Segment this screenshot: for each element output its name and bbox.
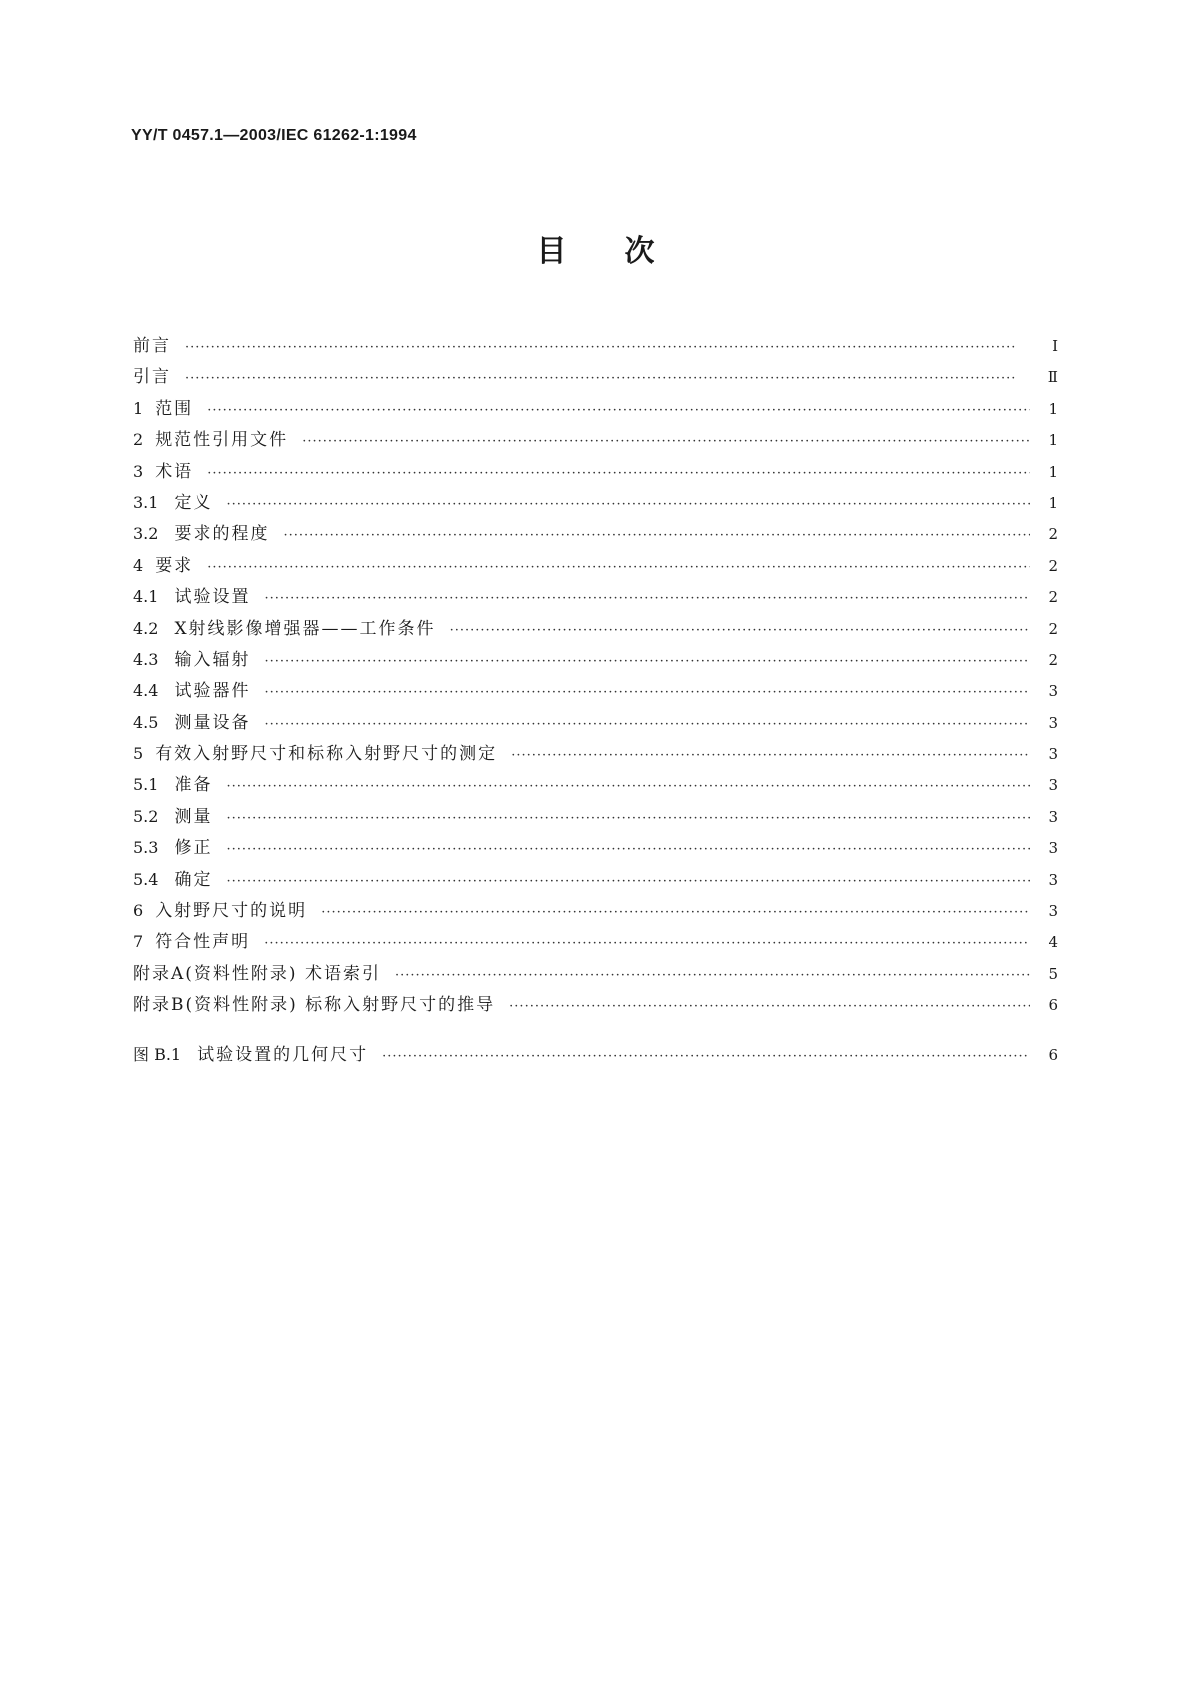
- toc-entry-page: 2: [1048, 619, 1058, 638]
- figure-entry[interactable]: [133, 1040, 1058, 1071]
- toc-entry[interactable]: [133, 676, 1058, 707]
- toc-entry-number: 5.2: [133, 806, 159, 826]
- toc-entry-page: 6: [1048, 996, 1058, 1015]
- toc-entry[interactable]: [133, 739, 1058, 770]
- toc-entry[interactable]: [133, 896, 1058, 927]
- toc-entry-label: 有效入射野尺寸和标称入射野尺寸的测定: [155, 744, 498, 765]
- toc-entry-label: X射线影像增强器——工作条件: [174, 618, 436, 639]
- toc-entry-label: 引言: [133, 367, 171, 388]
- toc-leader: [450, 623, 1030, 638]
- toc-entry-label: 定义: [174, 492, 213, 513]
- figure-entry-page: 6: [1048, 1045, 1058, 1064]
- toc-entry-page: 3: [1048, 902, 1058, 921]
- toc-entry-page: 1: [1048, 399, 1058, 418]
- toc-leader: [283, 528, 1030, 543]
- toc-entry[interactable]: [133, 519, 1058, 550]
- toc-entry-label: 附录A(资料性附录) 术语索引: [133, 963, 381, 984]
- toc-entry-label: 前言: [133, 336, 171, 356]
- toc-leader: [226, 497, 1030, 512]
- toc-leader: [185, 340, 1030, 355]
- toc-entry-number: 3.2: [133, 524, 159, 544]
- toc-entry[interactable]: [133, 614, 1058, 645]
- toc-entry[interactable]: [133, 708, 1058, 739]
- toc-entry-label: 确定: [174, 869, 213, 890]
- toc-entry-page: 3: [1048, 713, 1058, 732]
- page-title: 目次: [536, 234, 713, 269]
- toc-entry-label: 要求: [155, 555, 194, 576]
- toc-leader: [264, 685, 1030, 700]
- toc-entry[interactable]: [133, 990, 1058, 1021]
- toc-entry-number: 5.1: [133, 775, 159, 795]
- toc-entry-number: 4.2: [133, 618, 159, 638]
- toc-entry-label: 输入辐射: [174, 649, 251, 670]
- toc-leader: [226, 842, 1030, 857]
- toc-leader: [207, 466, 1030, 481]
- toc-entry[interactable]: [133, 582, 1058, 613]
- toc-entry[interactable]: [133, 645, 1058, 676]
- toc-entry-page: 3: [1048, 807, 1058, 826]
- toc-leader: [264, 654, 1030, 669]
- toc-leader: [264, 936, 1030, 951]
- toc-entry-label: 试验设置: [174, 587, 251, 608]
- toc-leader: [226, 874, 1030, 889]
- toc-entry-label: 入射野尺寸的说明: [155, 901, 308, 922]
- toc-entry-page: Ⅰ: [1052, 337, 1058, 355]
- toc-leader: [509, 999, 1030, 1014]
- toc-entry[interactable]: [133, 959, 1058, 990]
- toc-entry-label: 要求的程度: [174, 524, 270, 545]
- toc-entry-number: 1: [133, 398, 144, 418]
- toc-entry-number: 7: [133, 932, 144, 952]
- document-code: YY/T 0457.1—2003/IEC 61262-1:1994: [131, 127, 417, 144]
- toc-entry-label: 术语: [155, 461, 194, 482]
- toc-entry-page: 1: [1048, 462, 1058, 481]
- toc-entry[interactable]: [133, 362, 1058, 393]
- toc-leader: [321, 905, 1030, 920]
- toc-entry-page: 5: [1048, 964, 1058, 983]
- toc-leader: [264, 591, 1030, 606]
- toc-entry-number: 5.3: [133, 838, 159, 858]
- toc-entry-number: 4.4: [133, 681, 159, 701]
- toc-leader: [302, 434, 1030, 449]
- toc-leader: [511, 748, 1030, 763]
- toc-entry-page: 1: [1048, 431, 1058, 450]
- figure-entry-label: 试验设置的几何尺寸: [197, 1044, 369, 1065]
- table-of-contents: [133, 331, 1058, 1071]
- toc-entry[interactable]: [133, 865, 1058, 896]
- toc-entry-number: 5: [133, 744, 144, 764]
- toc-entry[interactable]: [133, 457, 1058, 488]
- toc-entry-number: 5.4: [133, 869, 159, 889]
- toc-entry-label: 附录B(资料性附录) 标称入射野尺寸的推导: [133, 995, 496, 1016]
- toc-entry[interactable]: [133, 770, 1058, 801]
- toc-entry[interactable]: [133, 488, 1058, 519]
- toc-entry-page: 3: [1048, 776, 1058, 795]
- toc-entry-number: 3.1: [133, 492, 159, 512]
- toc-entry-page: 2: [1048, 556, 1058, 575]
- toc-entry-number: 6: [133, 901, 144, 921]
- toc-entry[interactable]: [133, 927, 1058, 958]
- toc-entry-page: 2: [1048, 650, 1058, 669]
- toc-entry[interactable]: [133, 394, 1058, 425]
- toc-entry-number: 3: [133, 461, 144, 481]
- toc-entry-label: 修正: [174, 838, 213, 859]
- toc-entry-label: 试验器件: [174, 681, 251, 702]
- toc-entry-page: 1: [1048, 493, 1058, 512]
- toc-leader: [264, 717, 1030, 732]
- toc-leader: [382, 1049, 1030, 1064]
- toc-leader: [226, 811, 1030, 826]
- toc-entry-page: Ⅱ: [1047, 368, 1058, 387]
- figure-entry-number: 图 B.1: [133, 1044, 182, 1064]
- toc-leader: [226, 779, 1030, 794]
- toc-entry[interactable]: [133, 833, 1058, 864]
- toc-leader: [207, 403, 1030, 418]
- toc-entry[interactable]: [133, 551, 1058, 582]
- toc-entry[interactable]: [133, 331, 1058, 362]
- toc-entry-page: 3: [1048, 870, 1058, 889]
- toc-entry-page: 4: [1048, 933, 1058, 952]
- toc-entry[interactable]: [133, 802, 1058, 833]
- toc-entry[interactable]: [133, 425, 1058, 456]
- toc-entry-label: 测量: [174, 806, 213, 827]
- toc-entry-number: 4.1: [133, 587, 159, 607]
- toc-entry-page: 2: [1048, 588, 1058, 607]
- toc-entry-page: 3: [1048, 839, 1058, 858]
- toc-entry-number: 4.3: [133, 649, 159, 669]
- toc-entry-label: 规范性引用文件: [155, 430, 289, 451]
- toc-spacer: [133, 1022, 1058, 1040]
- toc-entry-page: 2: [1048, 525, 1058, 544]
- toc-entry-label: 符合性声明: [155, 932, 251, 953]
- toc-entry-number: 4.5: [133, 712, 159, 732]
- toc-entry-label: 范围: [155, 398, 194, 419]
- toc-entry-label: 准备: [174, 775, 213, 796]
- toc-entry-number: 2: [133, 430, 144, 450]
- toc-entry-label: 测量设备: [174, 712, 251, 733]
- toc-leader: [395, 968, 1030, 983]
- toc-entry-number: 4: [133, 555, 144, 575]
- toc-leader: [185, 371, 1030, 386]
- toc-entry-page: 3: [1048, 682, 1058, 701]
- toc-leader: [207, 560, 1030, 575]
- toc-entry-page: 3: [1048, 745, 1058, 764]
